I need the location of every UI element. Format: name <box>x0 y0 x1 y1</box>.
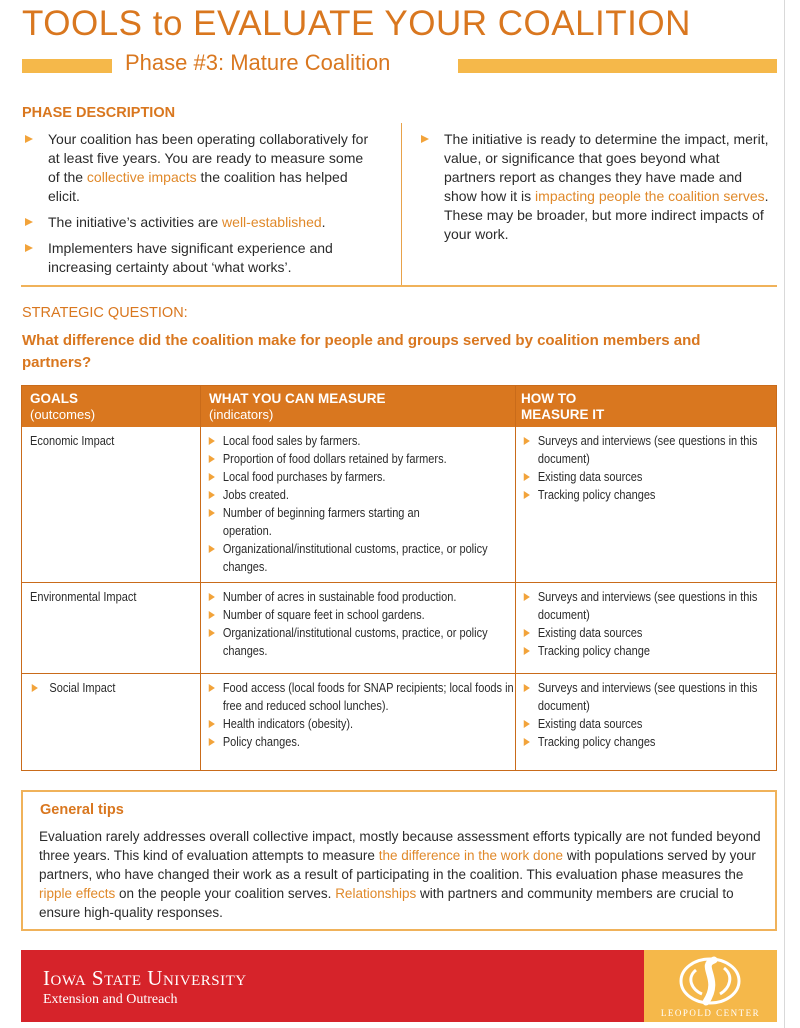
phase-banner <box>22 50 777 78</box>
header-measure: WHAT YOU CAN MEASURE (indicators) <box>209 391 386 422</box>
column-divider <box>401 123 402 286</box>
description-bullet: The initiative’s activities are well-established. <box>22 213 374 232</box>
strategic-question: What difference did the coalition make for people and groups served by coalition members and partners? <box>22 332 701 371</box>
section-divider <box>21 285 777 287</box>
leopold-center-block <box>644 950 777 1022</box>
strategic-question-label: STRATEGIC QUESTION: <box>22 305 188 321</box>
measure-item: Organizational/institutional customs, practice, or policy changes. <box>207 540 496 576</box>
method-item: Surveys and interviews (see questions in this document) <box>522 432 773 468</box>
methods-cell <box>522 679 773 751</box>
phase-description-heading: PHASE DESCRIPTION <box>22 105 176 121</box>
measures-cell <box>207 432 515 576</box>
phase-bar-right <box>458 59 777 73</box>
goal-cell: Environmental Impact <box>30 590 137 604</box>
general-tips-box <box>21 790 777 931</box>
measure-item: Policy changes. <box>207 733 515 751</box>
description-bullet: The initiative is ready to determine the impact, merit, value, or significance that goes beyond what partners report as changes they have made and show how it is impacting people the coalition serves. These may be broader, but more indirect impacts of your work. <box>418 130 770 244</box>
leopold-center-label: LEOPOLD CENTER <box>660 1008 761 1018</box>
page-edge-line <box>784 0 785 1028</box>
phase-description-right <box>418 130 770 251</box>
phase-description-left <box>22 130 374 284</box>
method-item: Existing data sources <box>522 468 773 486</box>
measure-item: Local food sales by farmers. <box>207 432 515 450</box>
university-unit: Extension and Outreach <box>43 992 178 1007</box>
phase-bar-left <box>22 59 112 73</box>
goal-cell <box>30 679 115 697</box>
header-goals: GOALS (outcomes) <box>30 391 96 422</box>
table-header <box>22 386 776 427</box>
measure-item: Number of beginning farmers starting an operation. <box>207 504 469 540</box>
leopold-logo-icon <box>678 956 742 1006</box>
page-title: TOOLS to EVALUATE YOUR COALITION <box>22 4 691 43</box>
measure-item: Number of square feet in school gardens. <box>207 606 515 624</box>
column-line <box>200 386 201 770</box>
description-bullet: Implementers have significant experience and increasing certainty about ‘what works’. <box>22 239 374 277</box>
measure-item: Proportion of food dollars retained by farmers. <box>207 450 515 468</box>
method-item: Surveys and interviews (see questions in this document) <box>522 588 773 624</box>
goal-item: Social Impact <box>30 679 115 697</box>
methods-cell <box>522 588 773 660</box>
measure-item: Food access (local foods for SNAP recipients; local foods in free and reduced school lunches). <box>207 679 515 715</box>
tips-body: Evaluation rarely addresses overall collective impact, mostly because assessment efforts typically are not funded beyond three years. This kind of evaluation attempts to measure the difference in the work done with populations served by your partners, who have changed their work as a result of participating in the coalition. This evaluation phase measures the ripple effects on the people your coalition serves. Relationships with partners and community members are crucial to ensure high-quality responses. <box>39 829 761 920</box>
column-line <box>515 386 516 770</box>
measure-item: Number of acres in sustainable food production. <box>207 588 515 606</box>
methods-cell <box>522 432 773 504</box>
measures-cell <box>207 679 515 751</box>
method-item: Surveys and interviews (see questions in this document) <box>522 679 773 715</box>
header-how: HOW TO MEASURE IT <box>521 391 605 422</box>
goal-cell: Economic Impact <box>30 434 115 448</box>
tips-title: General tips <box>40 802 124 818</box>
method-item: Tracking policy changes <box>522 733 773 751</box>
university-name: Iowa State University <box>43 966 247 990</box>
footer-banner <box>21 950 777 1022</box>
measure-item: Organizational/institutional customs, practice, or policy changes. <box>207 624 496 660</box>
measures-cell <box>207 588 515 660</box>
evaluation-table <box>21 385 777 771</box>
description-bullet: Your coalition has been operating collaboratively for at least five years. You are ready to measure some of the collective impacts the coalition has helped elicit. <box>22 130 374 206</box>
method-item: Existing data sources <box>522 624 773 642</box>
measure-item: Health indicators (obesity). <box>207 715 515 733</box>
phase-title: Phase #3: Mature Coalition <box>125 50 391 75</box>
row-line <box>22 582 776 583</box>
row-line <box>22 673 776 674</box>
measure-item: Jobs created. <box>207 486 515 504</box>
measure-item: Local food purchases by farmers. <box>207 468 515 486</box>
method-item: Tracking policy change <box>522 642 773 660</box>
method-item: Tracking policy changes <box>522 486 773 504</box>
method-item: Existing data sources <box>522 715 773 733</box>
